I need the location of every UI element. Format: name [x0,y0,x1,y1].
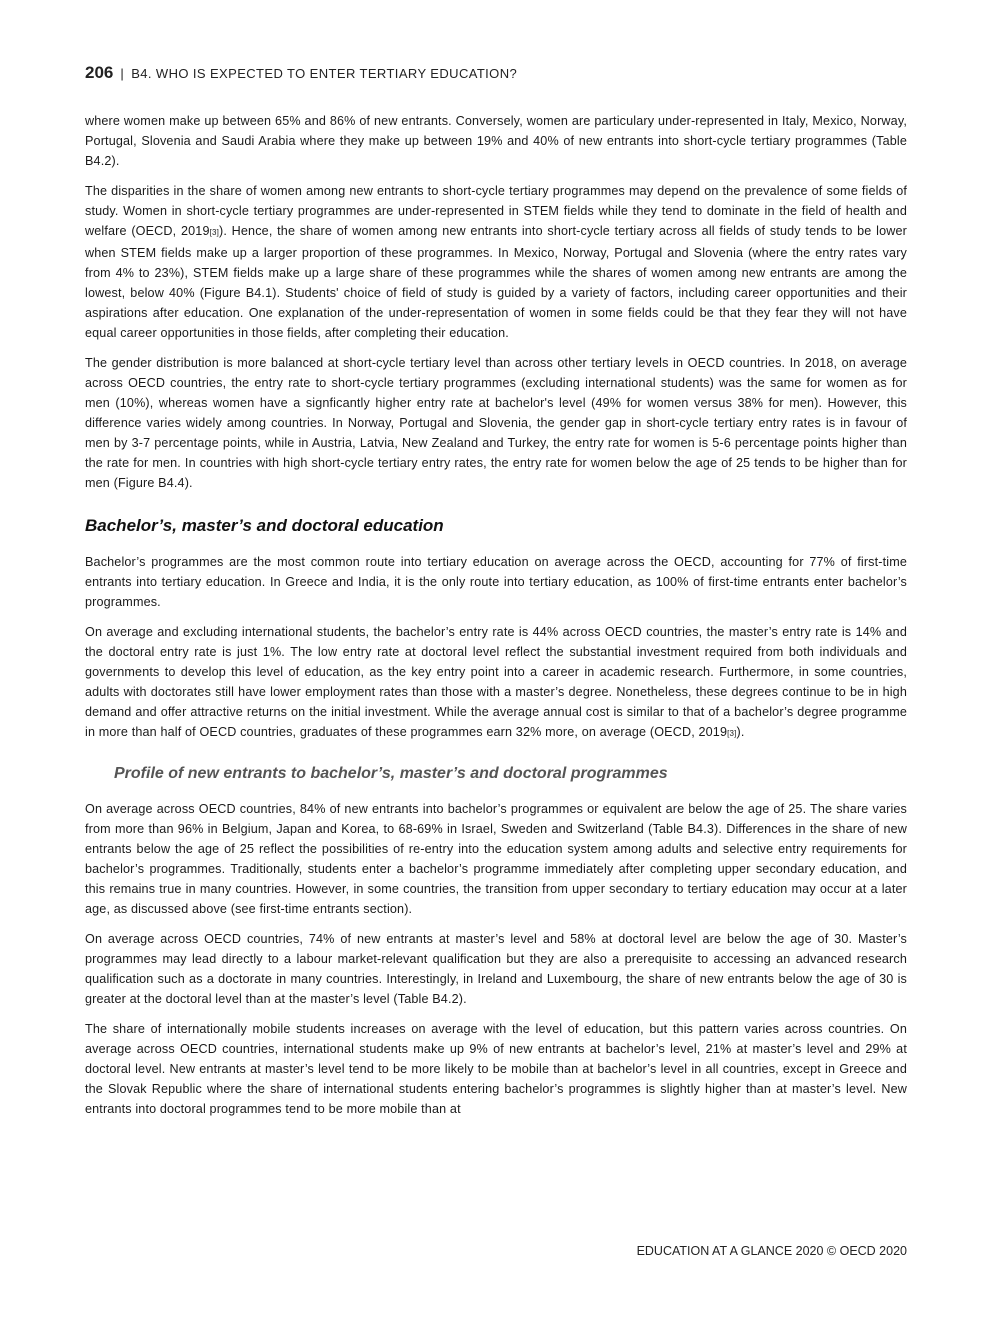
section-paragraph-2-text-a: On average and excluding international students, the bachelor’s entry rate is 44% across OECD countries, the master’s entry rate is 14% and the doctoral entry rate is just 1%. The low entry rate at doctoral level reflect the substantial investment required from both individuals and governments to develop this level of education, as the key entry point into a career in academic research. Furthermore, in some countries, adults with doctorates still have lower employment rates than those with a master’s degree. Nonetheless, these degrees continue to be in high demand and offer attractive returns on the initial investment. While the average annual cost is similar to that of a bachelor’s degree programme in more than half of OECD countries, graduates of these programmes earn 32% more, on average (OECD, 2019 [85,625,907,739]
paragraph-intro-2-text-b: ). Hence, the share of women among new entrants into short-cycle tertiary across all fields of study tends to be lower when STEM fields make up a larger proportion of these programmes. In Mexico, Norway, Portugal and Slovenia (where the entry rates vary from 4% to 23%), STEM fields make up a large share of these programmes while the shares of women among new entrants are among the lowest, below 40% (Figure B4.1). Students' choice of field of study is guided by a variety of factors, including career opportunities and their aspirations after education. One explanation of the under-representation of women in some fields could be that they fear they will not have equal career opportunities in those fields, after completing their education. [85,224,907,340]
paragraph-intro-2 [85,181,907,343]
section-paragraph-1: Bachelor’s programmes are the most common route into tertiary education on average across the OECD, accounting for 77% of first-time entrants into tertiary education. In Greece and India, it is the only route into tertiary education, as 100% of first-time entrants enter bachelor’s programmes. [85,555,907,609]
subsection-paragraph-1: On average across OECD countries, 84% of new entrants into bachelor’s programmes or equivalent are below the age of 25. The share varies from more than 96% in Belgium, Japan and Korea, to 68-69% in Israel, Sweden and Switzerland (Table B4.3). Differences in the share of new entrants below the age of 25 reflect the possibilities of re-entry into the education system among adults and selective entry requirements for bachelor’s programmes. Traditionally, students enter a bachelor’s programme immediately after completing upper secondary education, and this remains true in many countries. However, in some countries, the transition from upper secondary to tertiary education may occur at a later age, as discussed above (see first-time entrants section). [85,802,907,916]
page-footer: EDUCATION AT A GLANCE 2020 © OECD 2020 [636,1244,907,1258]
subsection-paragraph-3: The share of internationally mobile students increases on average with the level of education, but this pattern varies across countries. On average across OECD countries, international students make up 9% of new entrants at bachelor’s level, 21% at master’s level and 29% at doctoral level. New entrants at master’s level tend to be more likely to be mobile than at bachelor’s level in all countries, except in Greece and the Slovak Republic where the share of international students entering bachelor’s programmes is slightly higher than at master’s level. New entrants into doctoral programmes tend to be more mobile than at [85,1022,907,1116]
page-body [85,111,907,1129]
reference-marker[interactable]: [3] [727,729,737,738]
running-header [85,63,517,83]
paragraph-intro-2-text-a: The disparities in the share of women among new entrants to short-cycle tertiary programmes may depend on the prevalence of some fields of study. Women in short-cycle tertiary programmes are under-represented in STEM fields while they tend to dominate in the field of health and welfare (OECD, 2019 [85,184,907,238]
section-paragraph-2 [85,622,907,744]
header-separator: | [120,66,125,81]
subsection-paragraph-2: On average across OECD countries, 74% of new entrants at master’s level and 58% at doctoral level are below the age of 30. Master’s programmes may lead directly to a labour market-relevant qualification but they are also a prerequisite to accessing an advanced research qualification such as a doctorate in many countries. Interestingly, in Ireland and Luxembourg, the share of new entrants below the age of 30 is greater at the doctoral level than at the master’s level (Table B4.2). [85,932,907,1006]
subsection-heading: Profile of new entrants to bachelor’s, master’s and doctoral programmes [114,765,668,782]
chapter-title: B4. WHO IS EXPECTED TO ENTER TERTIARY EDUCATION? [131,66,518,81]
section-paragraph-2-text-b: ). [736,725,745,739]
paragraph-intro-3: The gender distribution is more balanced at short-cycle tertiary level than across other tertiary levels in OECD countries. In 2018, on average across OECD countries, the entry rate to short-cycle tertiary programmes (excluding international students) was the same for women as for men (10%), whereas women have a signficantly higher entry rate at bachelor's level (49% for women versus 38% for men). However, this difference varies widely among countries. In Norway, Portugal and Slovenia, the gender gap in short-cycle tertiary entry rates is in favour of men by 3-7 percentage points, while in Austria, Latvia, New Zealand and Turkey, the entry rate for women is 5-6 percentage points higher than the rate for men. In countries with high short-cycle tertiary entry rates, the entry rate for women below the age of 25 tends to be higher than for men (Figure B4.4). [85,356,907,490]
paragraph-intro-1: where women make up between 65% and 86% of new entrants. Conversely, women are particulary under-represented in Italy, Mexico, Norway, Portugal, Slovenia and Saudi Arabia where they make up between 19% and 40% of new entrants into short-cycle tertiary programmes (Table B4.2). [85,114,907,168]
page-number: 206 [85,63,114,82]
reference-marker[interactable]: [3] [209,228,219,237]
section-heading: Bachelor’s, master’s and doctoral education [85,516,444,535]
